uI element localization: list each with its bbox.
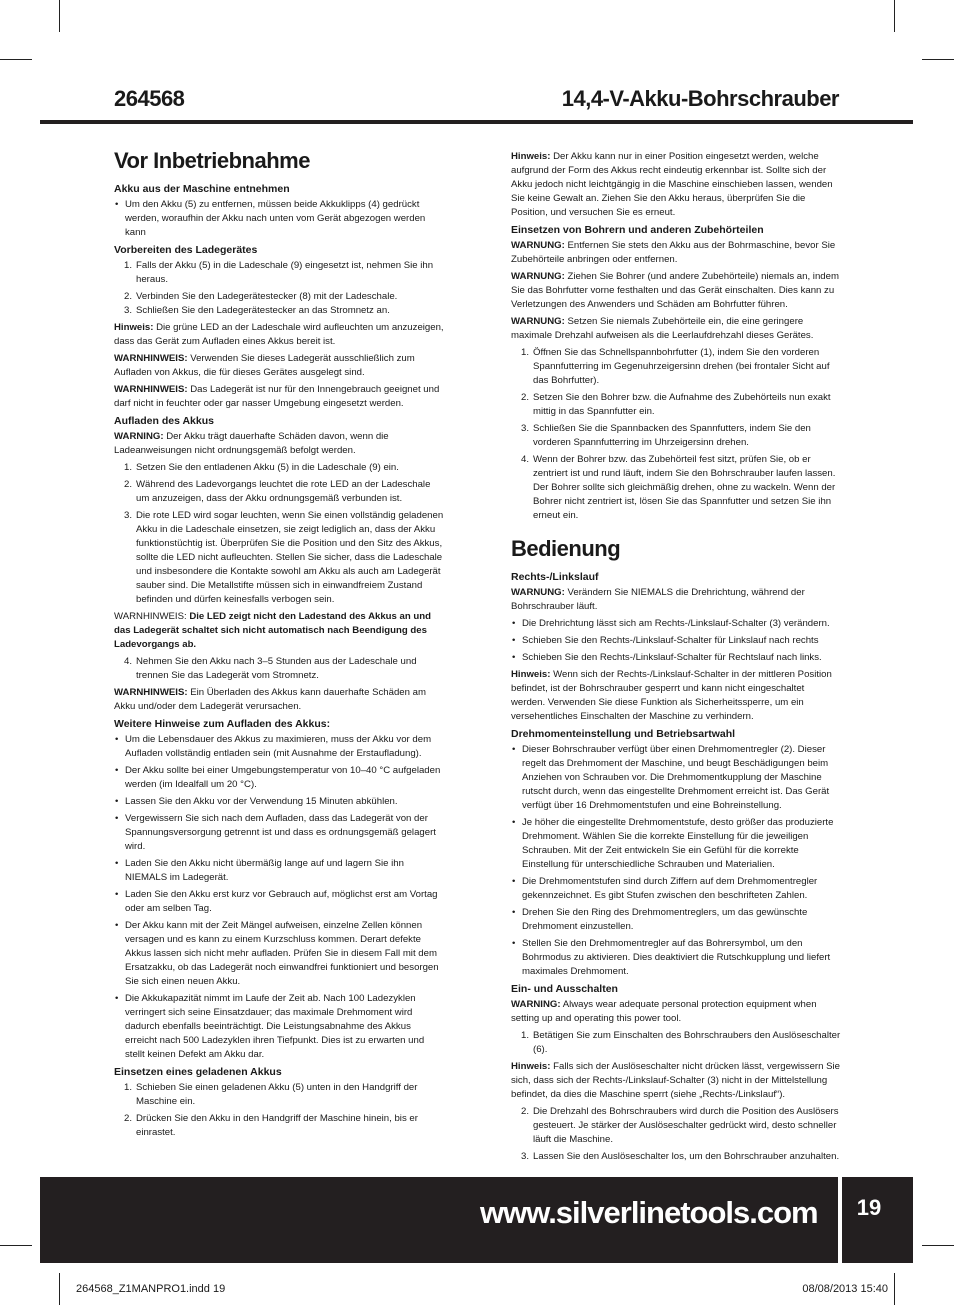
crop-mark (922, 1245, 954, 1246)
numbered-list (114, 461, 444, 607)
numbered-list (511, 1029, 841, 1057)
list-item: 2. Setzen Sie den Bohrer bzw. die Aufnahme des Zubehörteils nun exakt mittig in das Spannfutter ein. (521, 392, 831, 417)
subheading: Rechts-/Linkslauf (511, 571, 599, 583)
crop-mark (0, 1245, 32, 1246)
warning: WARNUNG: Verändern Sie NIEMALS die Drehrichtung, während der Bohrschrauber läuft. (511, 587, 805, 612)
list-item: • Die Drehrichtung lässt sich am Rechts-/Linkslauf-Schalter (3) verändern. (511, 617, 841, 631)
list-item: 4. Nehmen Sie den Akku nach 3–5 Stunden aus der Ladeschale und trennen Sie das Ladegerät vom Stromnetz. (124, 656, 417, 681)
list-item: • Schieben Sie den Rechts-/Linkslauf-Schalter für Linkslauf nach rechts (511, 634, 841, 648)
note: Hinweis: Die grüne LED an der Ladeschale wird aufleuchten um anzuzeigen, dass das Gerät zum Aufladen eines Akkus bereit ist. (114, 322, 444, 347)
warning: WARNHINWEIS: Ein Überladen des Akkus kann dauerhafte Schäden am Akku und/oder dem Ladegerät verursachen. (114, 687, 426, 712)
page-number: 19 (856, 1195, 882, 1220)
slug-date: 08/08/2013 15:40 (802, 1283, 888, 1295)
header-rule (40, 120, 913, 124)
list-item: • Schieben Sie den Rechts-/Linkslauf-Schalter für Rechtslauf nach links. (511, 651, 841, 665)
crop-mark (922, 59, 954, 60)
warning: WARNHINWEIS: Die LED zeigt nicht den Ladestand des Akkus an und das Ladegerät schaltet sich nicht automatisch nach Beendigung des Ladevorgangs ab. (114, 611, 431, 650)
list-item: 2. Verbinden Sie den Ladegerätestecker (8) mit der Ladeschale. (124, 291, 398, 302)
warning: WARNUNG: Setzen Sie niemals Zubehörteile ein, die eine geringere maximale Drehzahl aufweisen als die Leerlaufdrehzahl dieses Gerätes. (511, 316, 814, 341)
list-item: 1. Betätigen Sie zum Einschalten des Bohrschraubers den Auslöseschalter (6). (521, 1030, 841, 1055)
subheading: Einsetzen von Bohrern und anderen Zubehörteilen (511, 224, 764, 236)
warning: WARNHINWEIS: Das Ladegerät ist nur für den Innengebrauch geeignet und darf nicht in feuchter oder gar nasser Umgebung eingesetzt werden. (114, 384, 440, 409)
warning: WARNING: Always wear adequate personal protection equipment when setting up and operating this power tool. (511, 999, 817, 1024)
list-item: • Je höher die eingestellte Drehmomentstufe, desto größer das produzierte Drehmoment. Wählen Sie die korrekte Einstellung für die jeweiligen Schrauben. Mit der Zeit entwickeln Sie ein Gefühl für die korrekte Einstellung für unterschiedliche Schrauben und Materialien. (511, 816, 841, 872)
warning: WARNING: Der Akku trägt dauerhafte Schäden davon, wenn die Ladeanweisungen nicht ordnungsgemäß befolgt werden. (114, 431, 389, 456)
numbered-list (114, 655, 444, 683)
bullet-list (114, 733, 444, 1062)
list-item: • Lassen Sie den Akku vor der Verwendung 15 Minuten abkühlen. (114, 795, 444, 809)
slug-filename: 264568_Z1MANPRO1.indd 19 (76, 1283, 226, 1295)
list-item: • Vergewissern Sie sich nach dem Aufladen, dass das Ladegerät von der Spannungsversorgung getrennt ist und dass es ordnungsgemäß gelagert wird. (114, 812, 444, 854)
list-item: 2. Drücken Sie den Akku in den Handgriff der Maschine hinein, bis er einrastet. (124, 1113, 418, 1138)
bullet-list (511, 743, 841, 979)
spacer (511, 526, 841, 536)
numbered-list (511, 1105, 841, 1164)
subheading: Ein- und Ausschalten (511, 983, 618, 995)
list-item: • Laden Sie den Akku nicht übermäßig lange auf und lagern Sie ihn NIEMALS im Ladegerät. (114, 857, 444, 885)
list-item: 4. Wenn der Bohrer bzw. das Zubehörteil fest sitzt, prüfen Sie, ob er zentriert ist und rund läuft, indem Sie den Bohrschrauber laufen lassen. Der Bohrer sollte sich gleichmäßig drehen, ohne zu wackeln. Wenn der Bohrer nicht zentriert ist, lösen Sie das Spannfutter und setzen Sie ihn erneut ein. (521, 454, 836, 521)
warning: WARNUNG: Ziehen Sie Bohrer (und andere Zubehörteile) niemals an, indem Sie das Bohrfutter vorne festhalten und das Gerät einschalten. Dies kann zu Verletzungen des Anwenders und Schäden am Bohrfutter führen. (511, 271, 839, 310)
list-item: • Der Akku sollte bei einer Umgebungstemperatur von 10–40 °C aufgeladen werden (im Idealfall um 20 °C). (114, 764, 444, 792)
list-item: 1. Setzen Sie den entladenen Akku (5) in die Ladeschale (9) ein. (124, 462, 399, 473)
bullet-list (114, 198, 444, 240)
numbered-list (114, 1081, 444, 1140)
section-heading-bedienung: Bedienung (511, 536, 621, 561)
note: Hinweis: Falls sich der Auslöseschalter nicht drücken lässt, vergewissern Sie sich, dass sich der Rechts-/Linkslauf-Schalter (3) nicht in der Mittelstellung befindet, da dies die Maschine sperrt (siehe „Rechts-/Linkslauf“). (511, 1061, 840, 1100)
list-item: 3. Die rote LED wird sogar leuchten, wenn Sie einen vollständig geladenen Akku in die Ladeschale einsetzen, sie zeigt lediglich an, dass der Akku funktionstüchtig ist. Überprüfen Sie die Position und den Sitz des Akkus, sollte die LED nicht aufleuchten. Stellen Sie sicher, dass die Ladeschale und insbesondere die Kontakte sowohl am Akku als auch am Ladegerät sauber sind. Die Metallstifte müssen sich in einwandfreiem Zustand befinden und dürfen keinesfalls verbogen sein. (124, 510, 444, 605)
website-link[interactable]: www.silverlinetools.com (480, 1195, 818, 1230)
list-item: • Dieser Bohrschrauber verfügt über einen Drehmomentregler (2). Dieser regelt das Drehmoment der Maschine, und beugt Beschädigungen beim Anziehen von Schrauben vor. Die Drehmomentkupplung der Maschine rutscht durch, wenn das eingestellte Drehmoment erreicht ist. Das Gerät verfügt über 16 Drehmomentstufen und eine Bohreinstellung. (511, 743, 841, 813)
list-item: • Um die Lebensdauer des Akkus zu maximieren, muss der Akku vor dem Aufladen vollständig entladen sein (mit Ausnahme der Erstaufladung). (114, 733, 444, 761)
crop-mark (59, 1273, 60, 1305)
crop-mark (894, 0, 895, 32)
right-column (511, 150, 841, 1167)
subheading: Akku aus der Maschine entnehmen (114, 183, 290, 195)
product-title: 14,4-V-Akku-Bohrschrauber (561, 86, 839, 111)
subheading: Weitere Hinweise zum Aufladen des Akkus: (114, 718, 331, 730)
list-item: • Stellen Sie den Drehmomentregler auf das Bohrersymbol, um den Bohrmodus zu aktivieren. Dies deaktiviert die Rutschkupplung und liefert maximales Drehmoment. (511, 937, 841, 979)
list-item: 3. Schließen Sie den Ladegerätestecker an das Stromnetz an. (124, 305, 390, 316)
subheading: Einsetzen eines geladenen Akkus (114, 1066, 282, 1078)
list-item: • Laden Sie den Akku erst kurz vor Gebrauch auf, möglichst erst am Vortag oder am selben Tag. (114, 888, 444, 916)
note: Hinweis: Der Akku kann nur in einer Position eingesetzt werden, welche aufgrund der Form des Akkus recht eindeutig erkennbar ist. Sollte sich der Akku jedoch nicht leichtgängig in die Maschine einschieben lassen, wenden Sie keine Gewalt an. Ziehen Sie den Akku heraus, überprüfen Sie die Position, und versuchen Sie es erneut. (511, 151, 833, 218)
bullet-list (511, 617, 841, 665)
numbered-list (114, 259, 444, 318)
list-item: 2. Während des Ladevorgangs leuchtet die rote LED an der Ladeschale um anzuzeigen, dass der Akku ordnungsgemäß verbunden ist. (124, 479, 431, 504)
crop-mark (59, 0, 60, 32)
note: Hinweis: Wenn sich der Rechts-/Linkslauf-Schalter in der mittleren Position befindet, ist der Bohrschrauber gesperrt und kann nicht eingeschaltet werden. Verwenden Sie diese Funktion als Sicherheitssperre, um ein versehentliches Einschalten der Maschine zu verhindern. (511, 669, 832, 722)
subheading: Drehmomenteinstellung und Betriebsartwahl (511, 728, 736, 740)
left-column (114, 148, 444, 1143)
list-item: • Um den Akku (5) zu entfernen, müssen beide Akkuklipps (4) gedrückt werden, woraufhin der Akku nach unten vom Gerät abgezogen werden kann (114, 198, 444, 240)
list-item: 3. Lassen Sie den Auslöseschalter los, um den Bohrschrauber anzuhalten. (521, 1151, 840, 1162)
subheading: Aufladen des Akkus (114, 415, 214, 427)
list-item: • Die Akkukapazität nimmt im Laufe der Zeit ab. Nach 100 Ladezyklen verringert sich seine Einsatzdauer; das maximale Drehmoment wird dadurch ebenfalls beeinträchtigt. Die Leistungsabnahme des Akkus erreicht nach 500 Ladezyklen ihren Tiefpunkt. Dies ist zu erwarten und stellt keinen Defekt am Akku dar. (114, 992, 444, 1062)
section-heading-vor-inbetriebnahme: Vor Inbetriebnahme (114, 148, 310, 173)
list-item: 1. Falls der Akku (5) in die Ladeschale (9) eingesetzt ist, nehmen Sie ihn heraus. (124, 260, 434, 285)
subheading: Vorbereiten des Ladegerätes (114, 244, 258, 256)
warning: WARNHINWEIS: Verwenden Sie dieses Ladegerät ausschließlich zum Aufladen von Akkus, die für dieses Gerätes ausgelegt sind. (114, 353, 415, 378)
list-item: 1. Schieben Sie einen geladenen Akku (5) unten in den Handgriff der Maschine ein. (124, 1082, 418, 1107)
crop-mark (0, 59, 32, 60)
product-code: 264568 (114, 86, 185, 111)
list-item: • Die Drehmomentstufen sind durch Ziffern auf dem Drehmomentregler gekennzeichnet. Es gibt Stufen zwischen den beschrifteten Zahlen. (511, 875, 841, 903)
list-item: 3. Schließen Sie die Spannbacken des Spannfutters, indem Sie den vorderen Spannfutterring im Uhrzeigersinn drehen. (521, 423, 811, 448)
list-item: • Drehen Sie den Ring des Drehmomentreglers, um das gewünschte Drehmoment einzustellen. (511, 906, 841, 934)
numbered-list (511, 346, 841, 523)
list-item: • Der Akku kann mit der Zeit Mängel aufweisen, einzelne Zellen können versagen und es kann zu einem Kurzschluss kommen. Derart defekte Akkus lassen sich nicht mehr aufladen. Prüfen Sie in diesem Fall mit dem Ersatzakku, ob das Ladegerät noch einwandfrei funktioniert und besorgen Sie sich einen neuen Akku. (114, 919, 444, 989)
warning: WARNUNG: Entfernen Sie stets den Akku aus der Bohrmaschine, bevor Sie Zubehörteile anbringen oder entfernen. (511, 240, 836, 265)
crop-mark (894, 1273, 895, 1305)
list-item: 2. Die Drehzahl des Bohrschraubers wird durch die Position des Auslösers gesteuert. Je stärker der Auslöseschalter gedrückt wird, desto schneller läuft die Maschine. (521, 1106, 839, 1145)
list-item: 1. Öffnen Sie das Schnellspannbohrfutter (1), indem Sie den vorderen Spannfutterring im Gegenuhrzeigersinn drehen (bei frontaler Sicht auf das Bohrfutter). (521, 347, 830, 386)
